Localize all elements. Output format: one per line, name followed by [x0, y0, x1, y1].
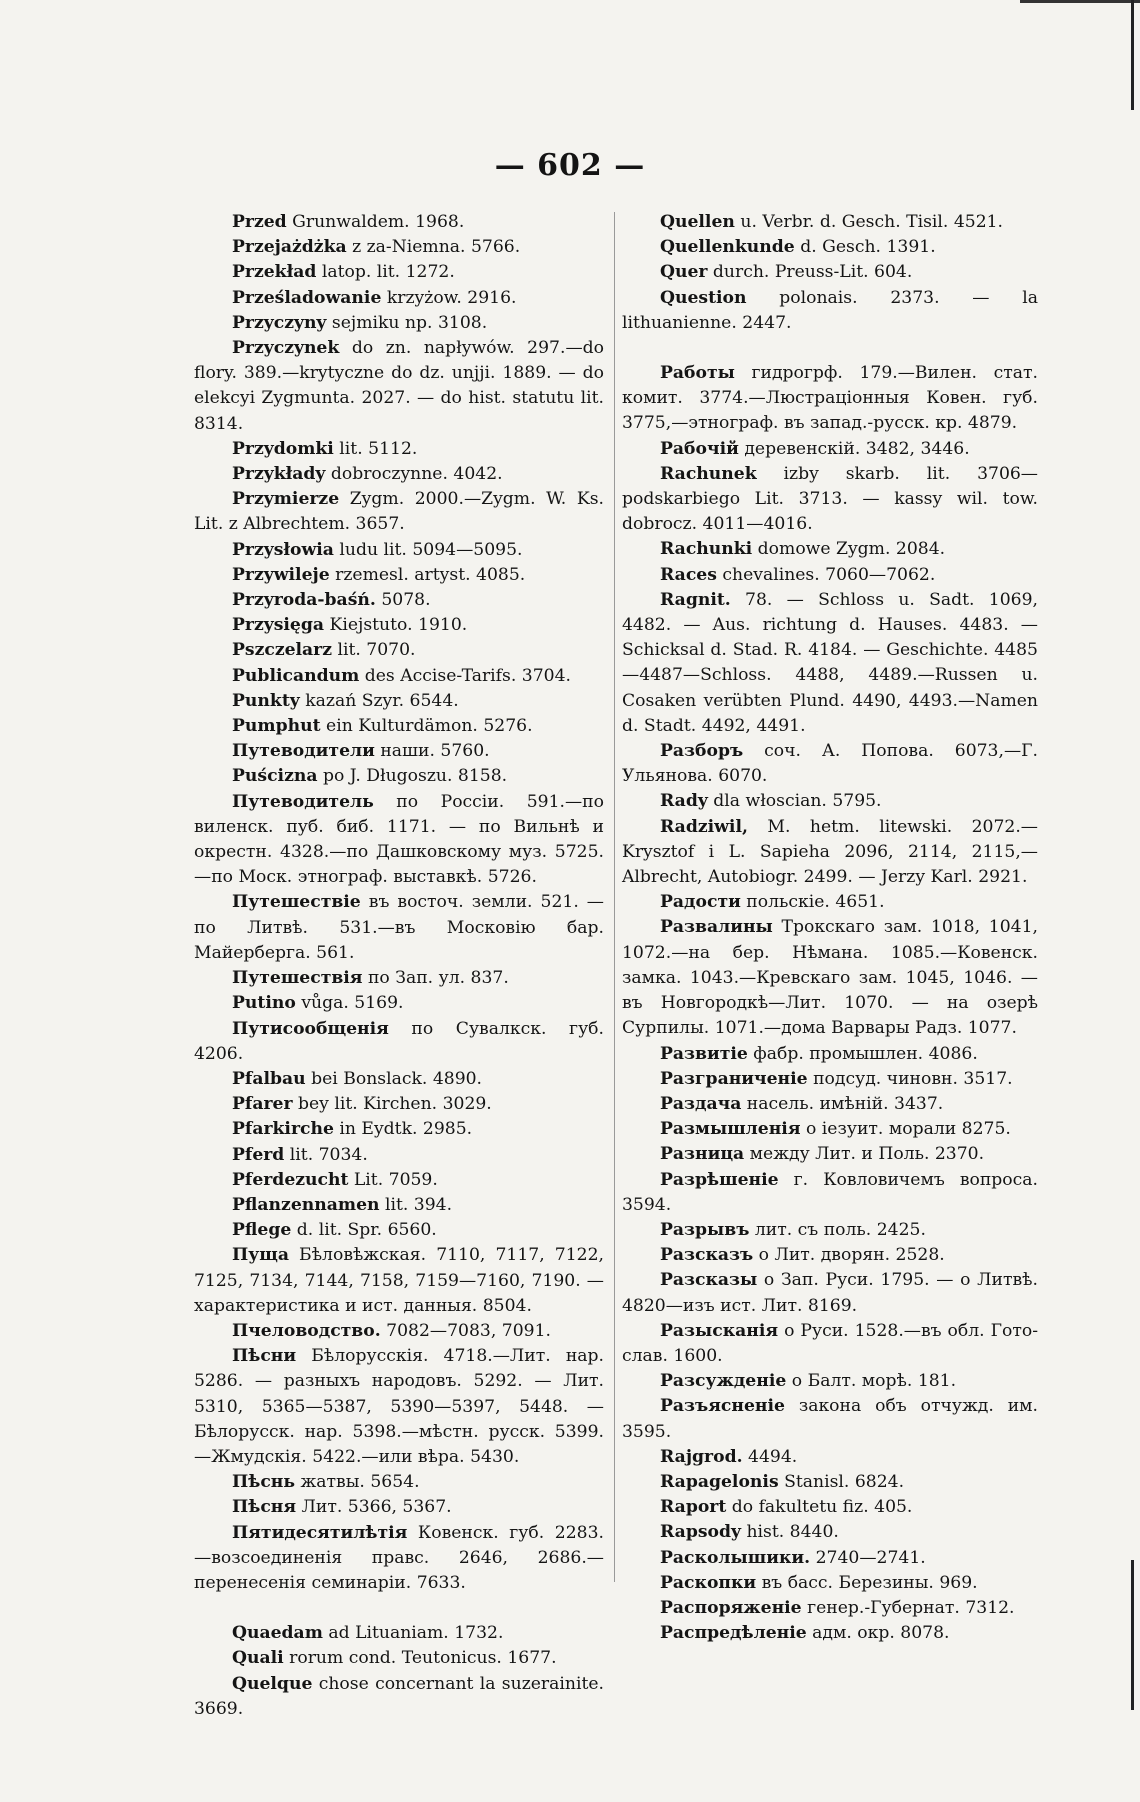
entry-headword: Разграниченіе [660, 1068, 808, 1089]
entry-references: bei Bonslack. 4890. [305, 1068, 483, 1089]
index-entry [194, 1243, 604, 1319]
entry-references: ein Kulturdämon. 5276. [320, 716, 533, 737]
entry-headword: Rajgrod. [660, 1446, 743, 1467]
entry-references: по Сувалкск. губ. 4206. [194, 1018, 604, 1064]
entry-references: г. Ковловичемъ вопроса. 3594. [622, 1169, 1038, 1215]
index-entry [194, 1495, 604, 1520]
index-entry [194, 1092, 604, 1117]
index-entry [194, 638, 604, 663]
entry-headword: Pumphut [232, 716, 321, 737]
index-entry [622, 260, 1038, 285]
entry-headword: Радости [660, 892, 741, 913]
index-entry [622, 235, 1038, 260]
entry-references: Трокскаго зам. 1018, 1041, 1072.—на бер. Нѣмана. 1085.—Ковенск. замка. 1043.—Кревскаго зам. 1045, 1046. — въ Новгородкѣ—Лит. 1070. — на озерѣ Сурпилы. 1071.—дома Варвары Радз. 1077. [622, 917, 1038, 1039]
entry-headword: Przyczyny [232, 312, 327, 333]
entry-references: u. Verbr. d. Gesch. Tisil. 4521. [734, 212, 1004, 232]
entry-references: hist. 8440. [740, 1522, 839, 1543]
entry-references: do fakultetu fiz. 405. [726, 1497, 913, 1518]
index-entry [622, 915, 1038, 1041]
entry-headword: Quelque [232, 1673, 313, 1694]
entry-headword: Rady [660, 791, 708, 812]
index-entry [622, 1470, 1038, 1495]
index-entry [194, 336, 604, 437]
entry-references: 2740—2741. [810, 1547, 926, 1568]
index-entry [194, 1344, 604, 1470]
index-entry [194, 739, 604, 764]
index-entry [194, 563, 604, 588]
index-entry [194, 1218, 604, 1243]
index-entry [622, 1142, 1038, 1167]
index-entry [622, 1596, 1038, 1621]
entry-headword: Putino [232, 993, 296, 1014]
entry-references: bey lit. Kirchen. 3029. [292, 1094, 492, 1115]
index-entry [622, 1067, 1038, 1092]
entry-references: chose concernant la suzerainite. 3669. [194, 1673, 604, 1719]
index-column-left [194, 210, 604, 1722]
page-number: — 602 — [494, 148, 646, 183]
entry-headword: Przyczynek [232, 338, 340, 359]
index-entry [194, 286, 604, 311]
index-entry [194, 664, 604, 689]
entry-references: въ восточ. земли. 521. —по Литвѣ. 531.—въ Московію бар. Майерберга. 561. [194, 892, 604, 963]
entry-headword: Раскопки [660, 1572, 757, 1593]
index-entry [194, 1168, 604, 1193]
entry-references: польскіе. 4651. [740, 892, 885, 913]
entry-references: Lit. 7059. [348, 1169, 438, 1190]
entry-headword: Путеводитель [232, 791, 374, 812]
index-entry [194, 1067, 604, 1092]
index-entry [194, 210, 604, 235]
entry-headword: Races [660, 564, 717, 585]
index-column-right [622, 210, 1038, 1646]
entry-headword: Przysięga [232, 615, 325, 636]
entry-references: lit. 7034. [284, 1144, 368, 1165]
entry-references: лит. съ поль. 2425. [749, 1219, 926, 1240]
index-entry [194, 437, 604, 462]
entry-headword: Пѣснь [232, 1472, 296, 1493]
entry-headword: Przyroda-baśń. [232, 590, 376, 611]
entry-references: между Лит. и Поль. 2370. [744, 1144, 985, 1165]
index-entry [622, 537, 1038, 562]
entry-references: d. Gesch. 1391. [794, 237, 936, 258]
entry-references: des Accise-Tarifs. 3704. [359, 665, 571, 686]
index-entry [622, 1571, 1038, 1596]
entry-headword: Quali [232, 1648, 284, 1669]
entry-headword: Пѣсня [232, 1497, 297, 1518]
index-entry [622, 1268, 1038, 1318]
entry-references: о Балт. морѣ. 181. [786, 1371, 957, 1392]
index-entry [194, 1470, 604, 1495]
entry-references: in Eydtk. 2985. [333, 1119, 473, 1140]
entry-references: Grunwaldem. 1968. [286, 212, 465, 232]
entry-references: о Лит. дворян. 2528. [753, 1245, 945, 1266]
entry-headword: Путисообщенія [232, 1018, 389, 1039]
entry-headword: Raport [660, 1497, 727, 1518]
entry-headword: Расколышики. [660, 1547, 811, 1568]
entry-headword: Punkty [232, 690, 300, 711]
entry-references: по Россіи. 591.—по виленск. пуб. биб. 1171. — по Вильнѣ и окрестн. 4328.—по Дашковскому муз. 5725. —по Моск. этнограф. выставкѣ. 5726. [194, 791, 604, 888]
entry-headword: Rapagelonis [660, 1471, 779, 1492]
entry-references: Бѣловѣжская. 7110, 7117, 7122, 7125, 7134, 7144, 7158, 7159—7160, 7190. —характеристика и ист. данныя. 8504. [194, 1245, 604, 1316]
entry-references: ludu lit. 5094—5095. [333, 539, 523, 560]
entry-references: lit. 5112. [333, 438, 418, 459]
entry-headword: Pfalbau [232, 1068, 306, 1089]
index-entry [622, 588, 1038, 739]
entry-headword: Pferdezucht [232, 1169, 349, 1190]
entry-references: rorum cond. Teutonicus. 1677. [283, 1648, 557, 1669]
entry-headword: Рабочій [660, 438, 739, 459]
entry-headword: Przykłady [232, 464, 326, 485]
entry-references: krzyżow. 2916. [381, 287, 517, 308]
entry-headword: Przydomki [232, 438, 334, 459]
entry-headword: Puścizna [232, 766, 318, 787]
entry-references: жатвы. 5654. [295, 1472, 420, 1493]
entry-headword: Разборъ [660, 741, 744, 762]
entry-references: po J. Długoszu. 8158. [317, 766, 508, 787]
index-entry [622, 1520, 1038, 1545]
entry-references: наши. 5760. [374, 741, 490, 762]
entry-references: vůga. 5169. [295, 993, 404, 1014]
index-entry [194, 966, 604, 991]
index-entry [622, 890, 1038, 915]
index-entry [622, 462, 1038, 538]
entry-references: sejmiku np. 3108. [326, 312, 488, 333]
entry-references: Лит. 5366, 5367. [296, 1497, 452, 1518]
entry-references: kazań Szyr. 6544. [299, 690, 459, 711]
entry-headword: Quellen [660, 212, 735, 232]
entry-headword: Pfarkirche [232, 1119, 334, 1140]
index-entry [194, 1521, 604, 1597]
index-entry [622, 1394, 1038, 1444]
index-entry [194, 1672, 604, 1722]
entry-references: Ковенск. губ. 2283.—возсоединенія правс. 2646, 2686.—перенесенія семинаріи. 7633. [194, 1522, 604, 1593]
index-entry [194, 613, 604, 638]
entry-headword: Rachunek [660, 463, 757, 484]
entry-headword: Разница [660, 1144, 745, 1165]
index-entry [622, 361, 1038, 437]
entry-references: 7082—7083, 7091. [380, 1320, 551, 1341]
index-entry [622, 1546, 1038, 1571]
index-entry [194, 538, 604, 563]
entry-headword: Путешествіе [232, 892, 361, 913]
entry-references: domowe Zygm. 2084. [752, 539, 946, 560]
entry-references: насель. имѣній. 3437. [741, 1093, 944, 1114]
index-entry [622, 789, 1038, 814]
entry-headword: Przymierze [232, 489, 340, 510]
entry-references: закона объ отчужд. им. 3595. [622, 1396, 1038, 1442]
entry-headword: Распредѣленіе [660, 1623, 807, 1644]
index-entry [194, 260, 604, 285]
entry-headword: Путеводители [232, 741, 375, 762]
index-entry [194, 311, 604, 336]
index-entry [622, 815, 1038, 891]
scan-edge [1131, 0, 1134, 110]
index-entry [194, 790, 604, 891]
index-entry [622, 1243, 1038, 1268]
entry-references: о iезуит. морали 8275. [800, 1119, 1011, 1140]
entry-headword: Pflanzennamen [232, 1194, 380, 1215]
index-entry [622, 563, 1038, 588]
entry-references: d. lit. Spr. 6560. [291, 1220, 437, 1241]
index-entry [622, 1445, 1038, 1470]
entry-headword: Przywileje [232, 564, 330, 585]
index-entry [194, 689, 604, 714]
entry-headword: Пѣсни [232, 1346, 297, 1367]
entry-references: въ басс. Березины. 969. [756, 1572, 978, 1593]
entry-references: Бѣлорусскія. 4718.—Лит. нар. 5286. — разныхъ народовъ. 5292. — Лит. 5310, 5365—5387, 5390—5397, 5448. — Бѣлорусск. нар. 5398.—мѣстн. русск. 5399. —Жмудскія. 5422.—или вѣра. 5430. [194, 1346, 604, 1467]
index-entry [622, 286, 1038, 336]
index-entry [194, 1646, 604, 1671]
entry-headword: Разрѣшеніе [660, 1169, 779, 1190]
index-entry [194, 991, 604, 1016]
entry-headword: Quer [660, 262, 708, 283]
entry-references: polonais. 2373. — la lithuanienne. 2447. [622, 287, 1038, 333]
index-entry [622, 1495, 1038, 1520]
index-entry [622, 1218, 1038, 1243]
entry-references: rzemesl. artyst. 4085. [329, 564, 526, 585]
entry-references: подсуд. чиновн. 3517. [807, 1068, 1013, 1089]
index-entry [194, 588, 604, 613]
entry-headword: Разысканія [660, 1320, 779, 1341]
entry-references: генер.-Губернат. 7312. [801, 1597, 1015, 1618]
entry-headword: Размышленія [660, 1119, 801, 1140]
entry-references: M. hetm. litewski. 2072.—Krysztof i L. Sapieha 2096, 2114, 2115,—Albrecht, Autobiogr. 2499. — Jerzy Karl. 2921. [622, 816, 1038, 888]
entry-references: durch. Preuss-Lit. 604. [707, 262, 913, 283]
entry-references: lit. 7070. [332, 640, 416, 661]
entry-references: 4494. [742, 1446, 798, 1467]
entry-headword: Распоряженіе [660, 1597, 802, 1618]
entry-references: dla włoscian. 5795. [707, 791, 882, 812]
entry-references: chevalines. 7060—7062. [716, 564, 936, 585]
entry-references: соч. А. Попова. 6073,—Г. Ульянова. 6070. [622, 741, 1038, 787]
entry-headword: Prześladowanie [232, 287, 382, 308]
entry-references: по Зап. ул. 837. [362, 968, 509, 989]
index-entry [622, 1042, 1038, 1067]
entry-references: фабр. промышлен. 4086. [747, 1043, 978, 1064]
entry-references: деревенскій. 3482, 3446. [738, 438, 970, 459]
entry-headword: Развалины [660, 917, 773, 938]
entry-headword: Пуща [232, 1245, 289, 1266]
index-entry [622, 1117, 1038, 1142]
entry-headword: Przysłowia [232, 539, 334, 560]
column-divider [614, 212, 615, 1582]
entry-headword: Rapsody [660, 1522, 741, 1543]
entry-references: z za-Niemna. 5766. [346, 237, 521, 258]
index-entry [622, 739, 1038, 789]
index-entry [622, 437, 1038, 462]
index-entry [622, 1621, 1038, 1646]
index-entry [622, 1369, 1038, 1394]
entry-headword: Pflege [232, 1220, 292, 1241]
entry-headword: Przed [232, 212, 287, 232]
entry-references: Kiejstuto. 1910. [324, 615, 468, 636]
index-entry [194, 1621, 604, 1646]
entry-references: latop. lit. 1272. [316, 262, 455, 283]
entry-references: ad Lituaniam. 1732. [322, 1623, 504, 1644]
entry-headword: Разъясненіе [660, 1396, 785, 1417]
scan-edge [1131, 1560, 1134, 1710]
entry-references: Stanisl. 6824. [778, 1471, 905, 1492]
index-entry [194, 890, 604, 966]
entry-headword: Ragnit. [660, 589, 731, 610]
entry-headword: Разсужденіе [660, 1371, 787, 1392]
entry-headword: Пятидесятилѣтія [232, 1522, 408, 1543]
index-entry [622, 1319, 1038, 1369]
index-entry [194, 1117, 604, 1142]
entry-references: izby skarb. lit. 3706—podskarbiego Lit. 3713. — kassy wil. tow. dobrocz. 4011—4016. [622, 463, 1038, 535]
index-entry [194, 1143, 604, 1168]
entry-references: о Руси. 1528.—въ обл. Гото-слав. 1600. [622, 1320, 1038, 1366]
entry-headword: Разсказъ [660, 1245, 754, 1266]
entry-headword: Rachunki [660, 539, 753, 560]
index-entry [622, 1092, 1038, 1117]
entry-headword: Путешествія [232, 968, 363, 989]
entry-headword: Pfarer [232, 1094, 293, 1115]
entry-headword: Разсказы [660, 1270, 758, 1291]
scan-edge [1020, 0, 1140, 3]
index-entry [194, 1193, 604, 1218]
entry-headword: Przejażdżka [232, 237, 347, 258]
entry-headword: Пчеловодство. [232, 1320, 381, 1341]
entry-references: о Зап. Руси. 1795. — о Литвѣ. 4820—изъ ист. Лит. 8169. [622, 1270, 1038, 1316]
index-entry [622, 1168, 1038, 1218]
entry-references: do zn. napływów. 297.—do flory. 389.—krytyczne do dz. unjji. 1889. — do elekcyi Zygmunta. 2027. — do hist. statutu lit. 8314. [194, 338, 604, 434]
index-entry [194, 1017, 604, 1067]
index-entry [194, 462, 604, 487]
entry-headword: Quaedam [232, 1623, 323, 1644]
entry-references: 78. — Schloss u. Sadt. 1069, 4482. — Aus. richtung d. Hauses. 4483. — Schicksal d. Stad. R. 4184. — Geschichte. 4485—4487—Schloss. 4488, 4489.—Russen u. Cosaken verübten Plund. 4490, 4493.—Namen d. Stadt. 4492, 4491. [622, 589, 1038, 736]
entry-references: dobroczynne. 4042. [325, 464, 503, 485]
entry-headword: Pszczelarz [232, 640, 333, 661]
entry-references: гидрогрф. 179.—Вилен. стат. комит. 3774.—Люстраціонныя Ковен. губ. 3775,—этнограф. въ запад.-русск. кр. 4879. [622, 363, 1038, 434]
index-entry [194, 235, 604, 260]
entry-references: 5078. [375, 590, 431, 611]
entry-references: Zygm. 2000.—Zygm. W. Ks. Lit. z Albrechtem. 3657. [194, 489, 604, 535]
index-entry [194, 764, 604, 789]
entry-references: lit. 394. [379, 1194, 453, 1215]
index-entry [622, 210, 1038, 235]
entry-headword: Разрывъ [660, 1219, 750, 1240]
index-entry [194, 487, 604, 537]
entry-headword: Развитіе [660, 1043, 748, 1064]
entry-headword: Radziwil, [660, 816, 748, 837]
entry-headword: Question [660, 287, 747, 308]
index-entry [194, 1319, 604, 1344]
entry-headword: Работы [660, 363, 735, 384]
index-entry [194, 714, 604, 739]
entry-references: адм. окр. 8078. [806, 1623, 950, 1644]
entry-headword: Przekład [232, 262, 317, 283]
entry-headword: Quellenkunde [660, 237, 795, 258]
entry-headword: Раздача [660, 1093, 742, 1114]
entry-headword: Pferd [232, 1144, 285, 1165]
entry-headword: Publicandum [232, 665, 360, 686]
